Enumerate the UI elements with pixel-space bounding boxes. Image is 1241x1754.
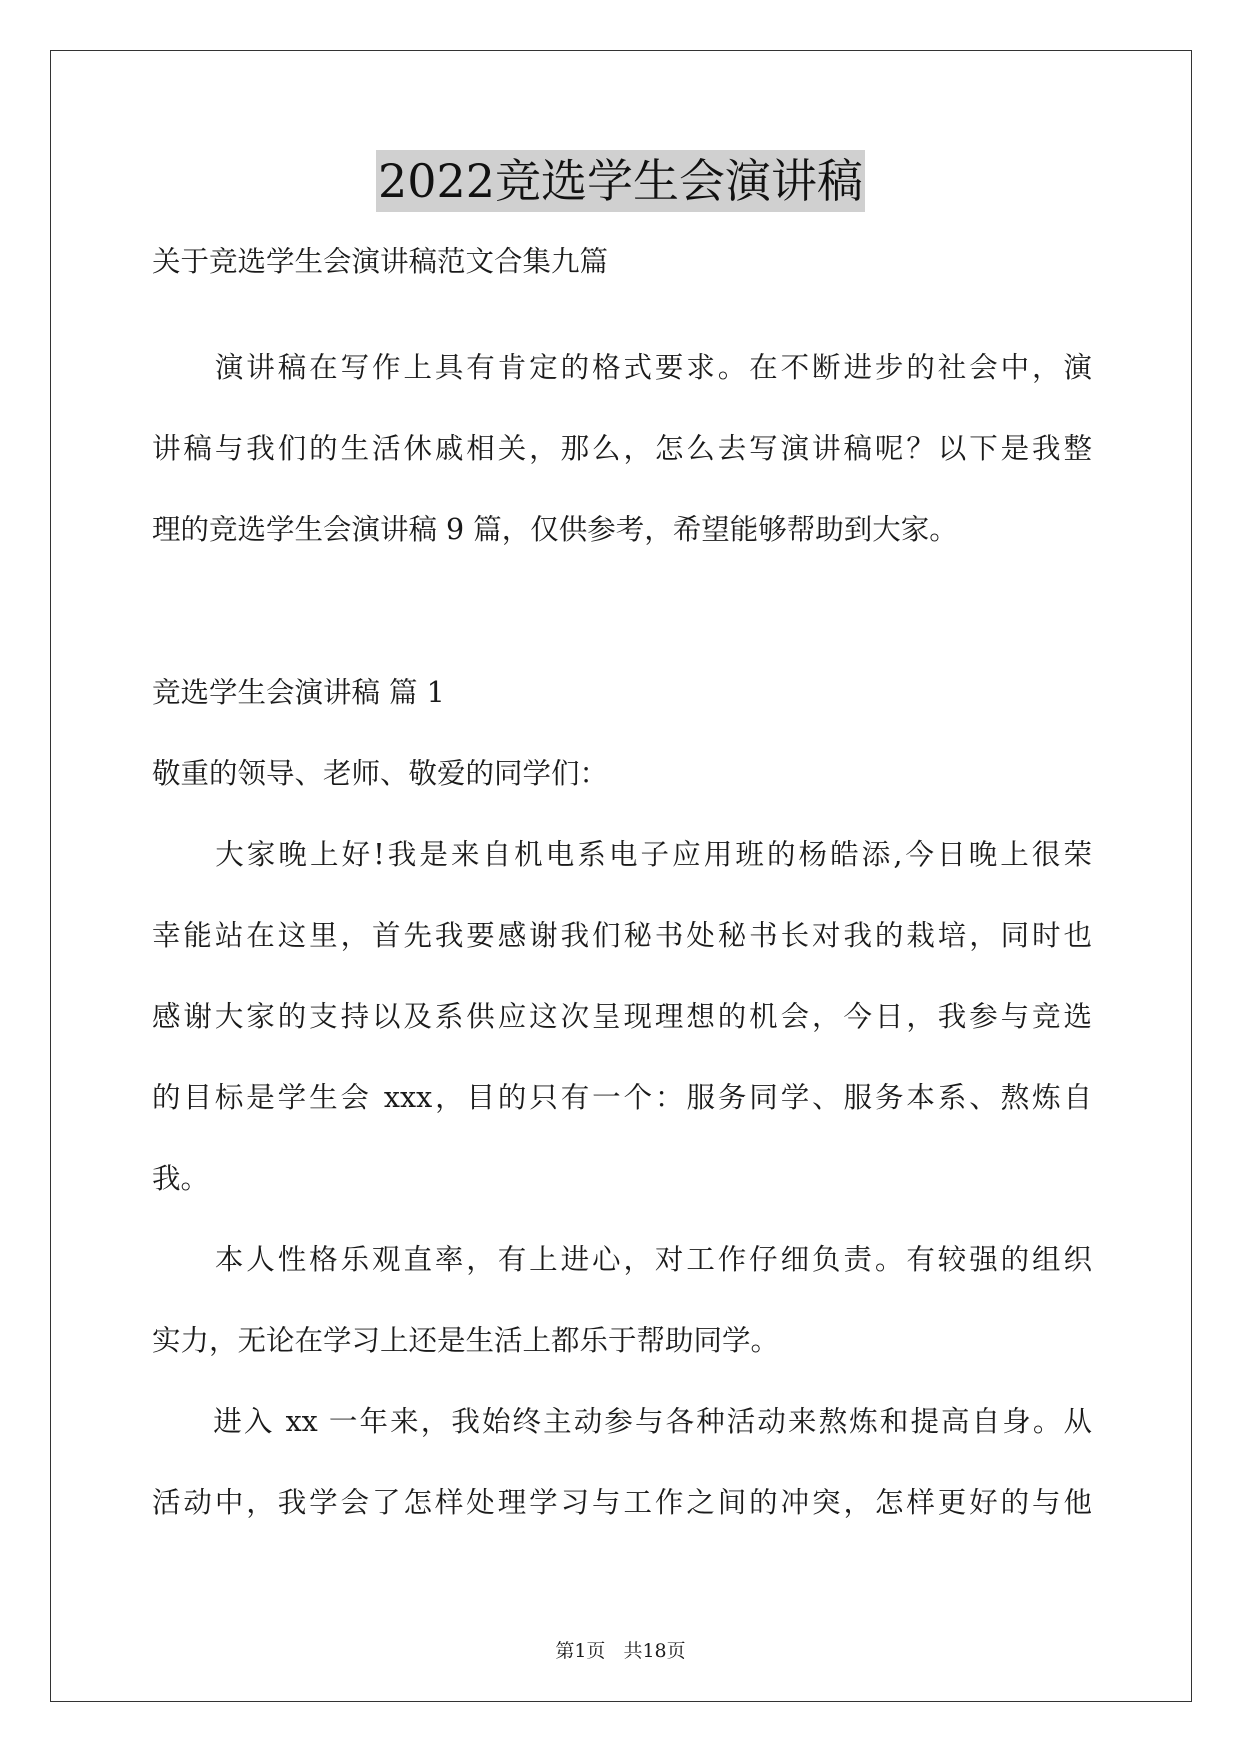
body-line: 理的竞选学生会演讲稿 9 篇，仅供参考，希望能够帮助到大家。 xyxy=(152,513,958,546)
body-line: 实力，无论在学习上还是生活上都乐于帮助同学。 xyxy=(152,1324,780,1357)
subtitle-line: 关于竞选学生会演讲稿范文合集九篇 xyxy=(152,245,609,278)
body-line: 感谢大家的支持以及系供应这次呈现理想的机会，今日，我参与竞选 xyxy=(152,1000,1092,1033)
body-line: 本人性格乐观直率，有上进心，对工作仔细负责。有较强的组织 xyxy=(152,1243,1092,1276)
document-title: 2022竞选学生会演讲稿 xyxy=(376,150,865,212)
page-number: 第1页 xyxy=(555,1640,606,1662)
body-line: 大家晚上好!我是来自机电系电子应用班的杨皓添,今日晚上很荣 xyxy=(152,838,1092,871)
section-heading: 竞选学生会演讲稿 篇 1 xyxy=(152,676,445,709)
body-line: 的目标是学生会 xxx，目的只有一个：服务同学、服务本系、熬炼自 xyxy=(152,1081,1092,1114)
page-frame xyxy=(50,50,1192,1702)
body-line: 我。 xyxy=(152,1162,210,1195)
body-line: 幸能站在这里，首先我要感谢我们秘书处秘书长对我的栽培，同时也 xyxy=(152,919,1092,952)
title-container xyxy=(0,150,1241,212)
page-footer xyxy=(0,1638,1241,1664)
salutation-line: 敬重的领导、老师、敬爱的同学们： xyxy=(152,757,609,790)
body-line: 演讲稿在写作上具有肯定的格式要求。在不断进步的社会中，演 xyxy=(152,351,1092,384)
body-line: 进入 xx 一年来，我始终主动参与各种活动来熬炼和提高自身。从 xyxy=(152,1405,1092,1438)
body-line: 活动中，我学会了怎样处理学习与工作之间的冲突，怎样更好的与他 xyxy=(152,1486,1092,1519)
body-line: 讲稿与我们的生活休戚相关，那么，怎么去写演讲稿呢？以下是我整 xyxy=(152,432,1092,465)
page-total: 共18页 xyxy=(623,1640,686,1662)
